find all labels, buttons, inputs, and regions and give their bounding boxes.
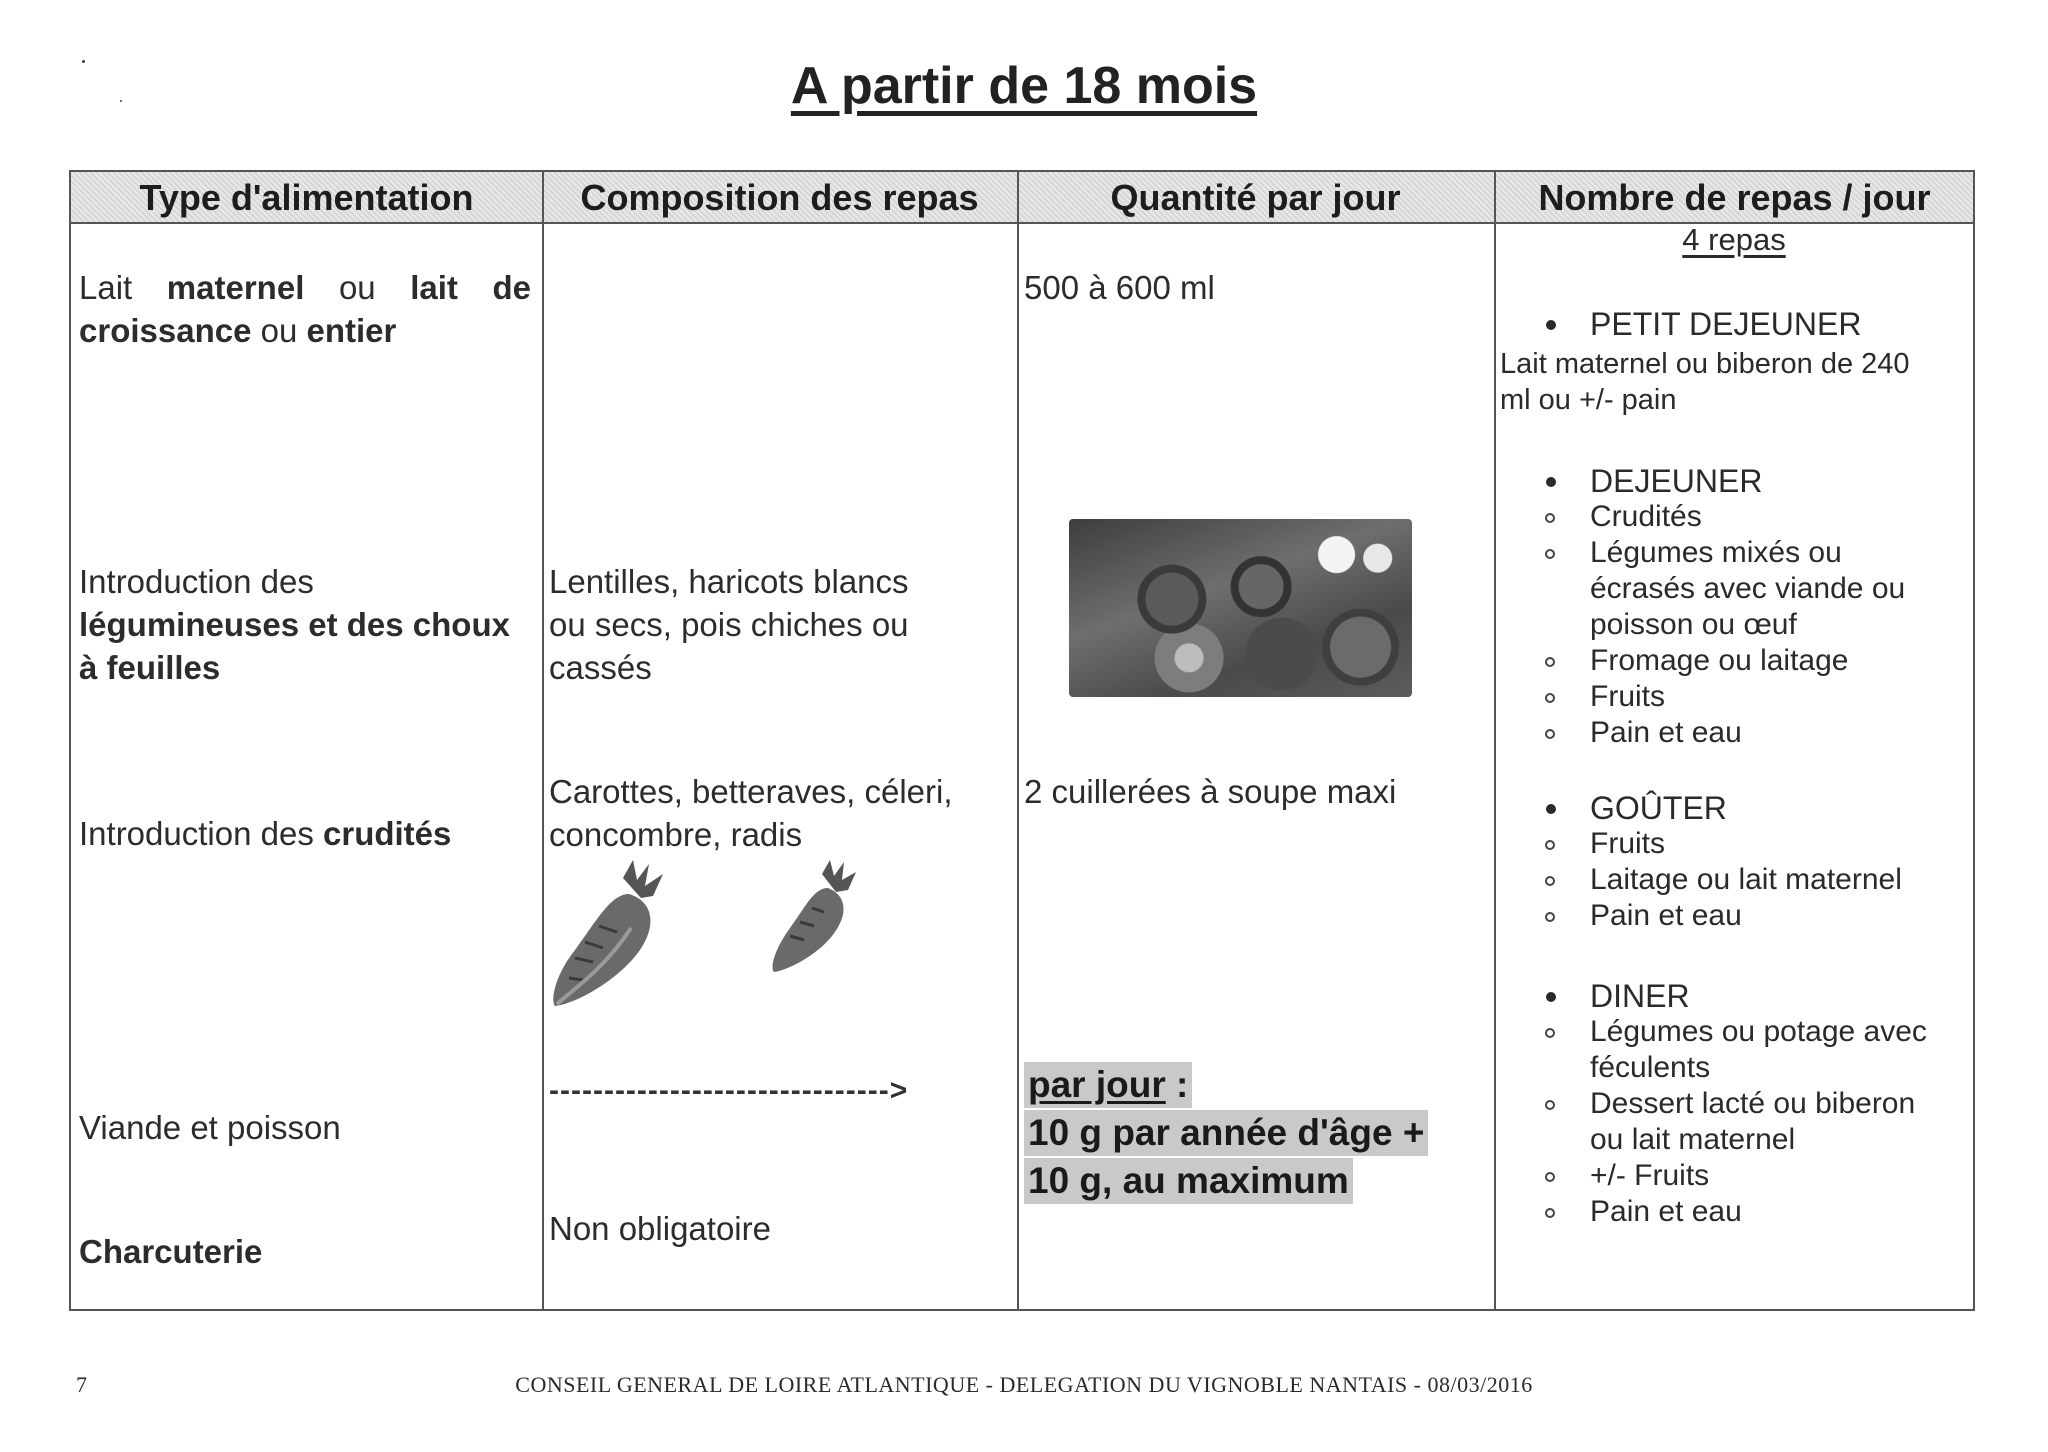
carrot-illustration xyxy=(768,858,860,974)
meal-item: Légumes mixés ou écrasés avec viande ou poisson ou œuf xyxy=(1500,535,1970,643)
header-type: Type d'alimentation xyxy=(139,177,474,218)
composition-legumineuses: Lentilles, haricots blancs ou secs, pois chiches ou cassés xyxy=(549,563,909,686)
type-legumineuses: Introduction des légumineuses et des choux à feuilles xyxy=(79,563,510,686)
meal-description: Lait maternel ou biberon de 240 ml ou +/- pain xyxy=(1500,348,1910,416)
bullet-icon xyxy=(1546,804,1556,814)
quantite-crudites: 2 cuillerées à soupe maxi xyxy=(1024,773,1397,810)
carrot-illustration xyxy=(545,858,675,1008)
header-nombre-repas: Nombre de repas / jour xyxy=(1538,177,1931,218)
meal-title: DEJEUNER xyxy=(1500,463,1970,499)
composition-arrow: -------------------------------> xyxy=(549,1074,909,1107)
bullet-icon xyxy=(1546,477,1556,487)
type-lait-line1: Lait maternel ou lait de xyxy=(79,269,532,306)
type-charcuterie: Charcuterie xyxy=(79,1233,263,1270)
circle-bullet-icon xyxy=(1545,1028,1555,1038)
meal-item: Laitage ou lait maternel xyxy=(1500,862,1970,898)
bullet-icon xyxy=(1546,992,1556,1002)
header-quantite: Quantité par jour xyxy=(1110,177,1401,218)
repas-count: 4 repas xyxy=(1682,222,1786,257)
page-title: A partir de 18 mois xyxy=(790,57,1258,115)
circle-bullet-icon xyxy=(1545,1172,1555,1182)
legumes-photo xyxy=(1069,519,1412,697)
circle-bullet-icon xyxy=(1545,1100,1555,1110)
column-divider xyxy=(1017,172,1019,1309)
composition-charcuterie: Non obligatoire xyxy=(549,1210,771,1247)
page-number: 7 xyxy=(76,1372,87,1397)
meal-block xyxy=(1500,463,1970,751)
meal-item: Fromage ou laitage xyxy=(1500,643,1970,679)
type-viande: Viande et poisson xyxy=(79,1109,341,1146)
circle-bullet-icon xyxy=(1545,657,1555,667)
composition-crudites: Carottes, betteraves, céleri, concombre, radis xyxy=(549,773,953,853)
meal-item: Pain et eau xyxy=(1500,715,1970,751)
meal-block xyxy=(1500,978,1970,1230)
quantite-lait: 500 à 600 ml xyxy=(1024,269,1215,306)
meal-title: DINER xyxy=(1500,978,1970,1014)
meal-item: Pain et eau xyxy=(1500,898,1970,934)
circle-bullet-icon xyxy=(1545,693,1555,703)
meal-title: PETIT DEJEUNER xyxy=(1500,306,1970,342)
circle-bullet-icon xyxy=(1545,912,1555,922)
footer-text: CONSEIL GENERAL DE LOIRE ATLANTIQUE - DELEGATION DU VIGNOBLE NANTAIS - 08/03/2016 xyxy=(515,1372,1533,1397)
meal-title: GOÛTER xyxy=(1500,790,1970,826)
circle-bullet-icon xyxy=(1545,513,1555,523)
quantite-viande: par jour : 10 g par année d'âge + 10 g, au maximum xyxy=(1024,1062,1428,1206)
meal-item: Légumes ou potage avec féculents xyxy=(1500,1014,1970,1086)
circle-bullet-icon xyxy=(1545,1208,1555,1218)
column-divider xyxy=(1494,172,1496,1309)
type-lait-line2: croissance ou entier xyxy=(79,312,397,349)
header-composition: Composition des repas xyxy=(580,177,979,218)
type-crudites: Introduction des crudités xyxy=(79,815,452,852)
meal-block xyxy=(1500,306,1970,418)
meal-item: Fruits xyxy=(1500,826,1970,862)
meal-item: +/- Fruits xyxy=(1500,1158,1970,1194)
circle-bullet-icon xyxy=(1545,876,1555,886)
meal-item: Fruits xyxy=(1500,679,1970,715)
meal-item: Pain et eau xyxy=(1500,1194,1970,1230)
circle-bullet-icon xyxy=(1545,840,1555,850)
meal-item: Crudités xyxy=(1500,499,1970,535)
type-lait xyxy=(79,266,531,352)
circle-bullet-icon xyxy=(1545,549,1555,559)
meal-block xyxy=(1500,790,1970,934)
meal-item: Dessert lacté ou biberon ou lait maternel xyxy=(1500,1086,1970,1158)
column-divider xyxy=(542,172,544,1309)
bullet-icon xyxy=(1546,320,1556,330)
circle-bullet-icon xyxy=(1545,729,1555,739)
